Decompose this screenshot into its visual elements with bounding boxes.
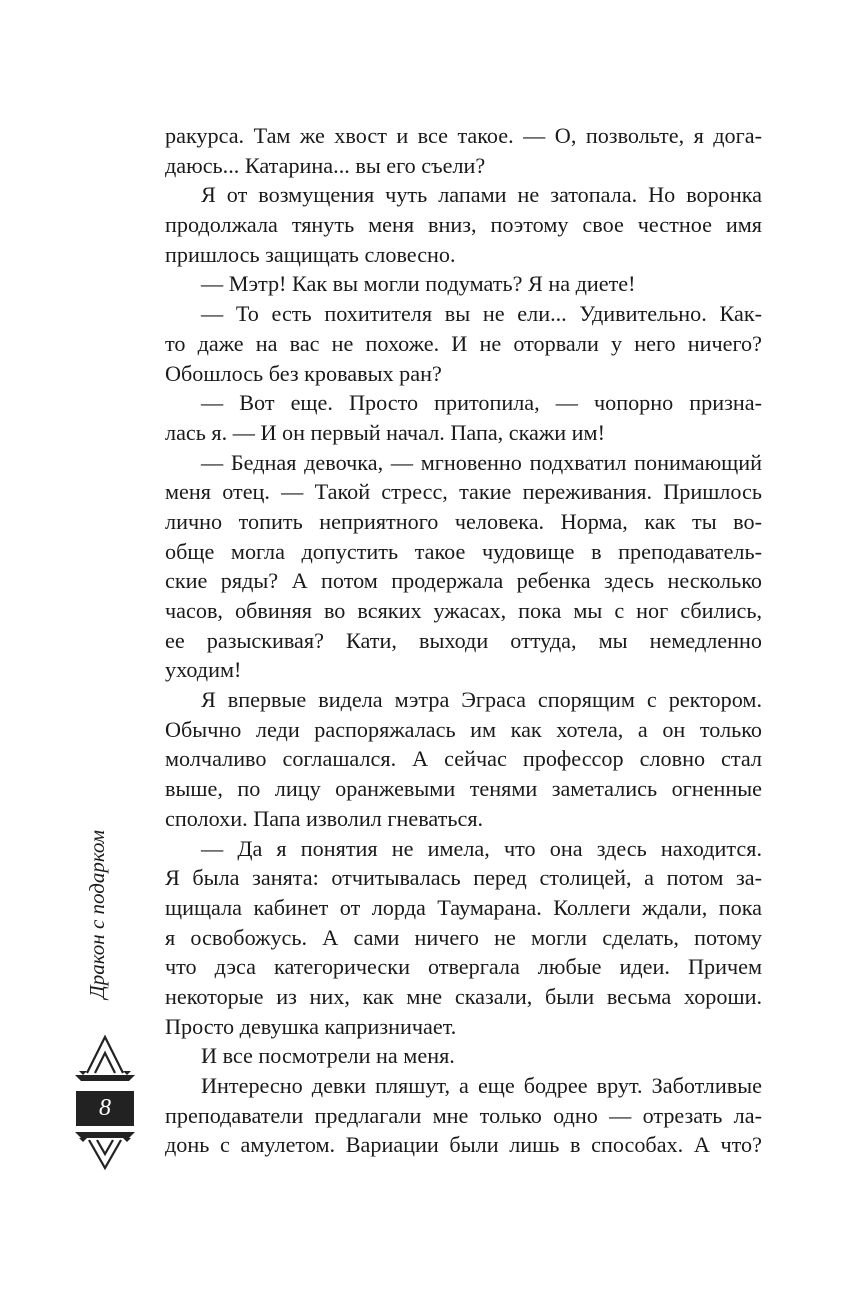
text-line: часов, обвиняя во всяких ужасах, пока мы с ног сбились,: [165, 598, 762, 623]
text-line: уходим!: [165, 657, 242, 683]
ornament-bottom-icon: [73, 1130, 137, 1172]
text-line: ракурса. Там же хвост и все такое. — О, позвольте, я дога-: [165, 123, 762, 148]
text-line: Интересно девки пляшут, а еще бодрее врут. Заботливые: [201, 1073, 762, 1098]
text-line: — Мэтр! Как вы могли подумать? Я на диете!: [201, 271, 636, 297]
text-line: Я впервые видела мэтра Эграса спорящим с ректором.: [201, 687, 762, 713]
text-line: ские ряды? А потом продержала ребенка здесь несколько: [165, 568, 762, 594]
text-line: ее разыскивая? Кати, выходи оттуда, мы немедленно: [165, 627, 762, 653]
text-line: некоторые из них, как мне сказали, были весьма хороши.: [165, 983, 762, 1009]
text-line: — Да я понятия не имела, что она здесь находится.: [201, 835, 762, 861]
text-line: что дэса категорически отвергала любые идеи. Причем: [165, 954, 762, 980]
ornament-top-icon: [73, 1031, 137, 1087]
text-line: донь с амулетом. Вариации были лишь в способах. А что?: [165, 1132, 762, 1158]
text-line: — То есть похитителя вы не ели... Удивительно. Как-: [201, 301, 762, 327]
text-line: выше, по лицу оранжевыми тенями заметались огненные: [165, 776, 762, 802]
text-line: сполохи. Папа изволил гневаться.: [165, 805, 484, 831]
text-line: — Вот еще. Просто притопила, — чопорно призна-: [201, 390, 762, 416]
text-line: щищала кабинет от лорда Таумарана. Коллеги ждали, пока: [165, 894, 762, 920]
text-line: обще могла допустить такое чудовище в преподаватель-: [165, 538, 762, 564]
text-line: лась я. — И он первый начал. Папа, скажи им!: [165, 419, 605, 445]
text-line: Обошлось без кровавых ран?: [165, 360, 442, 386]
text-line: Я была занята: отчитывалась перед столицей, а потом за-: [165, 865, 762, 891]
text-line: Просто девушка капризничает.: [165, 1013, 457, 1039]
text-line: пришлось защищать словесно.: [165, 241, 456, 267]
text-line: — Бедная девочка, — мгновенно подхватил понимающий: [201, 449, 762, 475]
text-line: меня отец. — Такой стресс, такие переживания. Пришлось: [165, 479, 762, 505]
text-line: Обычно леди распоряжалась им как хотела, а он только: [165, 716, 762, 742]
text-line: Я от возмущения чуть лапами не затопала. Но воронка: [201, 182, 762, 208]
text-line: то даже на вас не похоже. И не оторвали у него ничего?: [165, 330, 762, 356]
text-line: лично топить неприятного человека. Норма, как ты во-: [165, 508, 762, 534]
text-line: молчаливо соглашался. А сейчас профессор словно стал: [165, 746, 762, 772]
body-text: [165, 121, 762, 1160]
text-line: преподаватели предлагали мне только одно — отрезать ла-: [165, 1102, 762, 1128]
page-number: 8: [76, 1091, 134, 1126]
text-line: даюсь... Катарина... вы его съели?: [165, 152, 486, 178]
text-line: И все посмотрели на меня.: [201, 1043, 455, 1069]
running-header-title: Дракон с подарком: [85, 830, 109, 999]
text-line: продолжала тянуть меня вниз, поэтому свое честное имя: [165, 212, 762, 238]
text-line: я освобожусь. А сами ничего не могли сделать, потому: [165, 924, 762, 950]
